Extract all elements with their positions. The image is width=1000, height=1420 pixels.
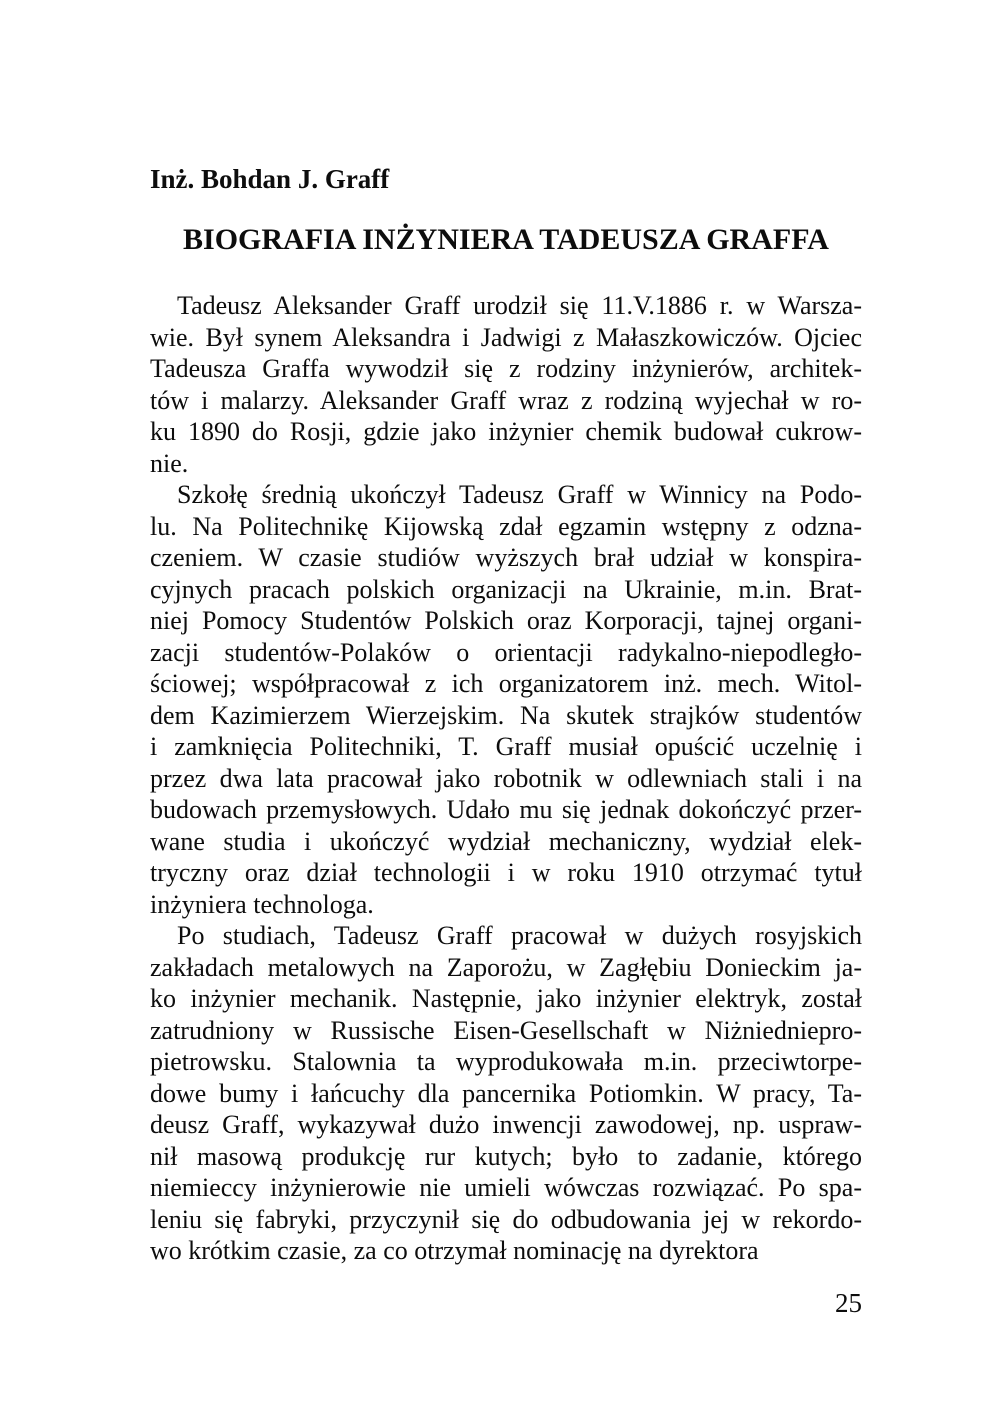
text-line: zakładach metalowych na Zaporożu, w Zagłębiu Donieckim ja-: [150, 952, 862, 982]
text-line: tów i malarzy. Aleksander Graff wraz z rodziną wyjechał w ro-: [150, 385, 862, 415]
text-line: inżyniera technologa.: [150, 889, 374, 919]
text-line: czeniem. W czasie studiów wyższych brał udział w konspira-: [150, 543, 862, 572]
text-line: tryczny oraz dział technologii i w roku 1910 otrzymać tytuł: [150, 858, 862, 887]
text-line: ściowej; współpracował z ich organizatorem inż. mech. Witol-: [150, 669, 862, 698]
text-line: ko inżynier mechanik. Następnie, jako inżynier elektryk, został: [150, 984, 862, 1013]
text-line: lu. Na Politechnikę Kijowską zdał egzamin wstępny z odzna-: [150, 511, 862, 541]
page-title: BIOGRAFIA INŻYNIERA TADEUSZA GRAFFA: [183, 223, 829, 256]
text-line: deusz Graff, wykazywał dużo inwencji zawodowej, np. uspraw-: [150, 1110, 862, 1139]
body-text: [150, 290, 862, 1267]
text-line: dem Kazimierzem Wierzejskim. Na skutek strajków studentów: [150, 700, 862, 730]
text-line: cyjnych pracach polskich organizacji na Ukrainie, m.in. Brat-: [150, 574, 862, 604]
text-line: i zamknięcia Politechniki, T. Graff musiał opuścić uczelnię i: [150, 732, 862, 761]
text-line: Po studiach, Tadeusz Graff pracował w dużych rosyjskich: [177, 921, 862, 950]
text-line: Szkołę średnią ukończył Tadeusz Graff w Winnicy na Podo-: [177, 480, 862, 509]
text-line: wie. Był synem Aleksandra i Jadwigi z Małaszkowiczów. Ojciec: [150, 322, 862, 352]
text-line: przez dwa lata pracował jako robotnik w odlewniach stali i na: [150, 763, 862, 793]
text-line: ku 1890 do Rosji, gdzie jako inżynier chemik budował cukrow-: [150, 417, 862, 446]
text-line: zacji studentów-Polaków o orientacji radykalno-niepodległo-: [150, 637, 862, 667]
text-line: Tadeusz Aleksander Graff urodził się 11.V.1886 r. w Warsza-: [177, 291, 862, 320]
text-line: wo krótkim czasie, za co otrzymał nominację na dyrektora: [150, 1236, 759, 1265]
text-line: leniu się fabryki, przyczynił się do odbudowania jej w rekordo-: [150, 1204, 862, 1234]
text-line: niemieccy inżynierowie nie umieli wówczas rozwiązać. Po spa-: [150, 1173, 862, 1202]
page-number: 25: [835, 1288, 862, 1318]
text-line: budowach przemysłowych. Udało mu się jednak dokończyć przer-: [150, 795, 862, 824]
text-line: zatrudniony w Russische Eisen-Gesellschaft w Niżniedniepro-: [150, 1015, 862, 1045]
text-line: nił masową produkcję rur kutych; było to zadanie, którego: [150, 1141, 862, 1171]
author-line: Inż. Bohdan J. Graff: [150, 164, 390, 194]
text-line: pietrowsku. Stalownia ta wyprodukowała m.in. przeciwtorpe-: [150, 1047, 862, 1076]
text-line: nie.: [150, 448, 189, 478]
text-line: Tadeusza Graffa wywodził się z rodziny inżynierów, architek-: [150, 354, 862, 383]
text-line: wane studia i ukończyć wydział mechaniczny, wydział elek-: [150, 826, 862, 856]
text-line: dowe bumy i łańcuchy dla pancernika Potiomkin. W pracy, Ta-: [150, 1078, 862, 1108]
text-line: niej Pomocy Studentów Polskich oraz Korporacji, tajnej organi-: [150, 606, 862, 635]
